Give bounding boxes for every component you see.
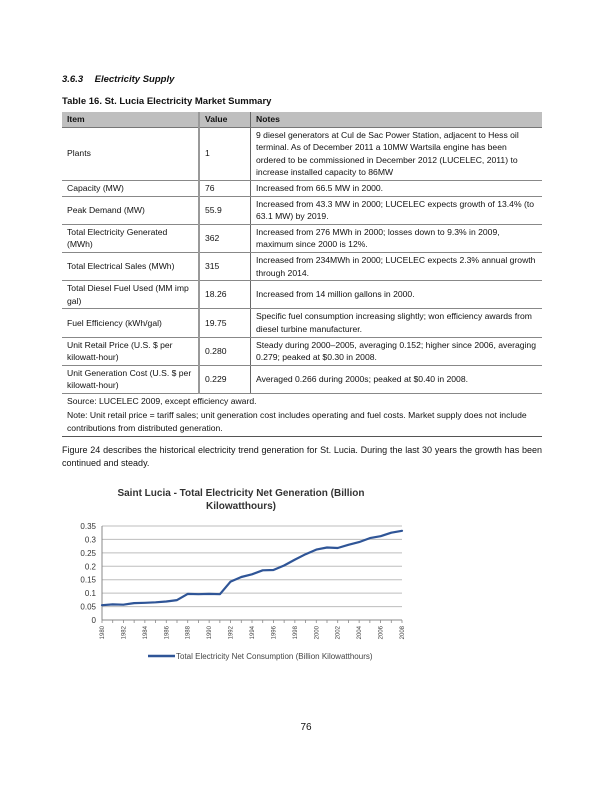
data-point: [241, 576, 242, 577]
row-value: 55.9: [199, 196, 251, 224]
x-tick-label: 1998: [292, 626, 299, 640]
row-value: 1: [199, 127, 251, 180]
data-point: [187, 593, 188, 594]
table-note-row: [62, 408, 542, 436]
y-tick-label: 0: [91, 616, 96, 625]
row-value: 0.229: [199, 365, 251, 393]
row-notes: Steady during 2000–2005, averaging 0.152; higher since 2006, averaging 0.279; peaked at $0.30 in 2008.: [251, 337, 543, 365]
row-value: 362: [199, 224, 251, 252]
row-item: Capacity (MW): [62, 180, 199, 196]
x-tick-label: 1980: [100, 626, 106, 640]
x-tick-label: 1988: [185, 626, 192, 640]
x-tick-label: 1984: [142, 626, 149, 640]
data-point: [134, 602, 135, 603]
table-row: [62, 196, 542, 224]
row-value: 19.75: [199, 309, 251, 337]
row-notes: 9 diesel generators at Cul de Sac Power Station, adjacent to Hess oil terminal. As of December 2011 a 10MW Wartsila engine has been ordered to be commissioned in December 2012 (LUCELEC, 2011) to increase installed capacity to 86MW: [251, 127, 543, 180]
table-row: [62, 337, 542, 365]
row-item: Total Electricity Generated (MWh): [62, 224, 199, 252]
y-tick-label: 0.25: [80, 548, 96, 558]
data-point: [348, 544, 349, 545]
legend-label: Total Electricity Net Consumption (Billion Kilowatthours): [176, 652, 373, 661]
row-item: Total Electrical Sales (MWh): [62, 252, 199, 280]
y-tick-label: 0.3: [84, 535, 96, 545]
table-note: Note: Unit retail price = tariff sales; unit generation cost includes operating and fuel costs. Market supply does not include contributions from distributed generation.: [62, 408, 542, 436]
x-tick-label: 1996: [271, 626, 278, 640]
row-item: Unit Generation Cost (U.S. $ per kilowatt-hour): [62, 365, 199, 393]
row-item: Plants: [62, 127, 199, 180]
data-point: [326, 547, 327, 548]
row-notes: Increased from 14 million gallons in 2000.: [251, 281, 543, 309]
data-point: [176, 600, 177, 601]
data-point: [144, 602, 145, 603]
data-point: [273, 569, 274, 570]
x-tick-label: 2006: [378, 626, 385, 640]
data-point: [380, 536, 381, 537]
data-point: [198, 594, 199, 595]
table-row: [62, 127, 542, 180]
y-tick-label: 0.1: [84, 589, 96, 599]
table-row: [62, 365, 542, 393]
table-row: [62, 180, 542, 196]
data-point: [391, 532, 392, 533]
chart-title-line: Saint Lucia - Total Electricity Net Generation (Billion: [117, 488, 365, 499]
table-row: [62, 309, 542, 337]
data-point: [166, 601, 167, 602]
header-notes: Notes: [251, 112, 543, 127]
x-tick-label: 2002: [335, 626, 342, 640]
y-tick-label: 0.35: [80, 522, 96, 531]
row-notes: Increased from 234MWh in 2000; LUCELEC expects 2.3% annual growth through 2014.: [251, 252, 543, 280]
row-notes: Increased from 66.5 MW in 2000.: [251, 180, 543, 196]
chart-title-line: Kilowatthours): [206, 501, 276, 512]
x-tick-label: 1992: [228, 626, 235, 640]
x-tick-label: 1994: [250, 626, 256, 640]
data-point: [294, 559, 295, 560]
row-notes: Increased from 43.3 MW in 2000; LUCELEC expects growth of 13.4% (to 63.1 MW) by 2019.: [251, 196, 543, 224]
section-number: 3.6.3: [62, 74, 84, 85]
row-value: 76: [199, 180, 251, 196]
y-tick-label: 0.05: [80, 602, 96, 612]
row-item: Peak Demand (MW): [62, 196, 199, 224]
generation-chart: [60, 482, 422, 664]
row-value: 315: [199, 252, 251, 280]
row-notes: Averaged 0.266 during 2000s; peaked at $0.40 in 2008.: [251, 365, 543, 393]
table-row: [62, 224, 542, 252]
x-tick-label: 1982: [121, 626, 128, 640]
row-notes: Specific fuel consumption increasing slightly; won efficiency awards from diesel turbine manufacturer.: [251, 309, 543, 337]
data-point: [219, 594, 220, 595]
table-caption: Table 16. St. Lucia Electricity Market Summary: [62, 96, 272, 107]
row-item: Unit Retail Price (U.S. $ per kilowatt-hour): [62, 337, 199, 365]
data-point: [155, 602, 156, 603]
data-point: [337, 547, 338, 548]
chart-svg: [60, 482, 422, 664]
row-item: Total Diesel Fuel Used (MM imp gal): [62, 281, 199, 309]
x-tick-label: 1990: [207, 626, 214, 640]
table-row: [62, 252, 542, 280]
electricity-market-table: [62, 112, 542, 437]
data-point: [359, 542, 360, 543]
data-point: [401, 530, 402, 531]
table-source: Source: LUCELEC 2009, except efficiency award.: [67, 395, 257, 406]
data-point: [230, 581, 231, 582]
table-row: [62, 281, 542, 309]
section-heading: [62, 74, 174, 85]
table-header-row: [62, 112, 542, 127]
x-tick-label: 1986: [164, 626, 171, 640]
header-value: Value: [199, 112, 251, 127]
x-tick-label: 2008: [400, 626, 406, 640]
data-point: [305, 554, 306, 555]
row-value: 0.280: [199, 337, 251, 365]
row-item: Fuel Efficiency (kWh/gal): [62, 309, 199, 337]
data-point: [123, 604, 124, 605]
section-title: Electricity Supply: [94, 74, 175, 85]
body-paragraph: Figure 24 describes the historical electricity trend generation for St. Lucia. During the last 30 years the growth has been continued and steady.: [62, 445, 542, 468]
page-number: 76: [300, 722, 312, 733]
data-point: [262, 570, 263, 571]
data-point: [251, 574, 252, 575]
series-line: [102, 531, 402, 605]
data-point: [369, 537, 370, 538]
x-tick-label: 2004: [357, 626, 364, 640]
data-point: [101, 605, 102, 606]
header-item: Item: [62, 112, 199, 127]
y-tick-label: 0.2: [84, 562, 96, 572]
data-point: [316, 549, 317, 550]
table-source-row: [62, 393, 542, 408]
data-point: [284, 565, 285, 566]
row-notes: Increased from 276 MWh in 2000; losses down to 9.3% in 2009, maximum since 2000 is 12%.: [251, 224, 543, 252]
data-point: [112, 604, 113, 605]
row-value: 18.26: [199, 281, 251, 309]
data-point: [209, 593, 210, 594]
x-tick-label: 2000: [314, 626, 321, 640]
y-tick-label: 0.15: [80, 575, 96, 585]
